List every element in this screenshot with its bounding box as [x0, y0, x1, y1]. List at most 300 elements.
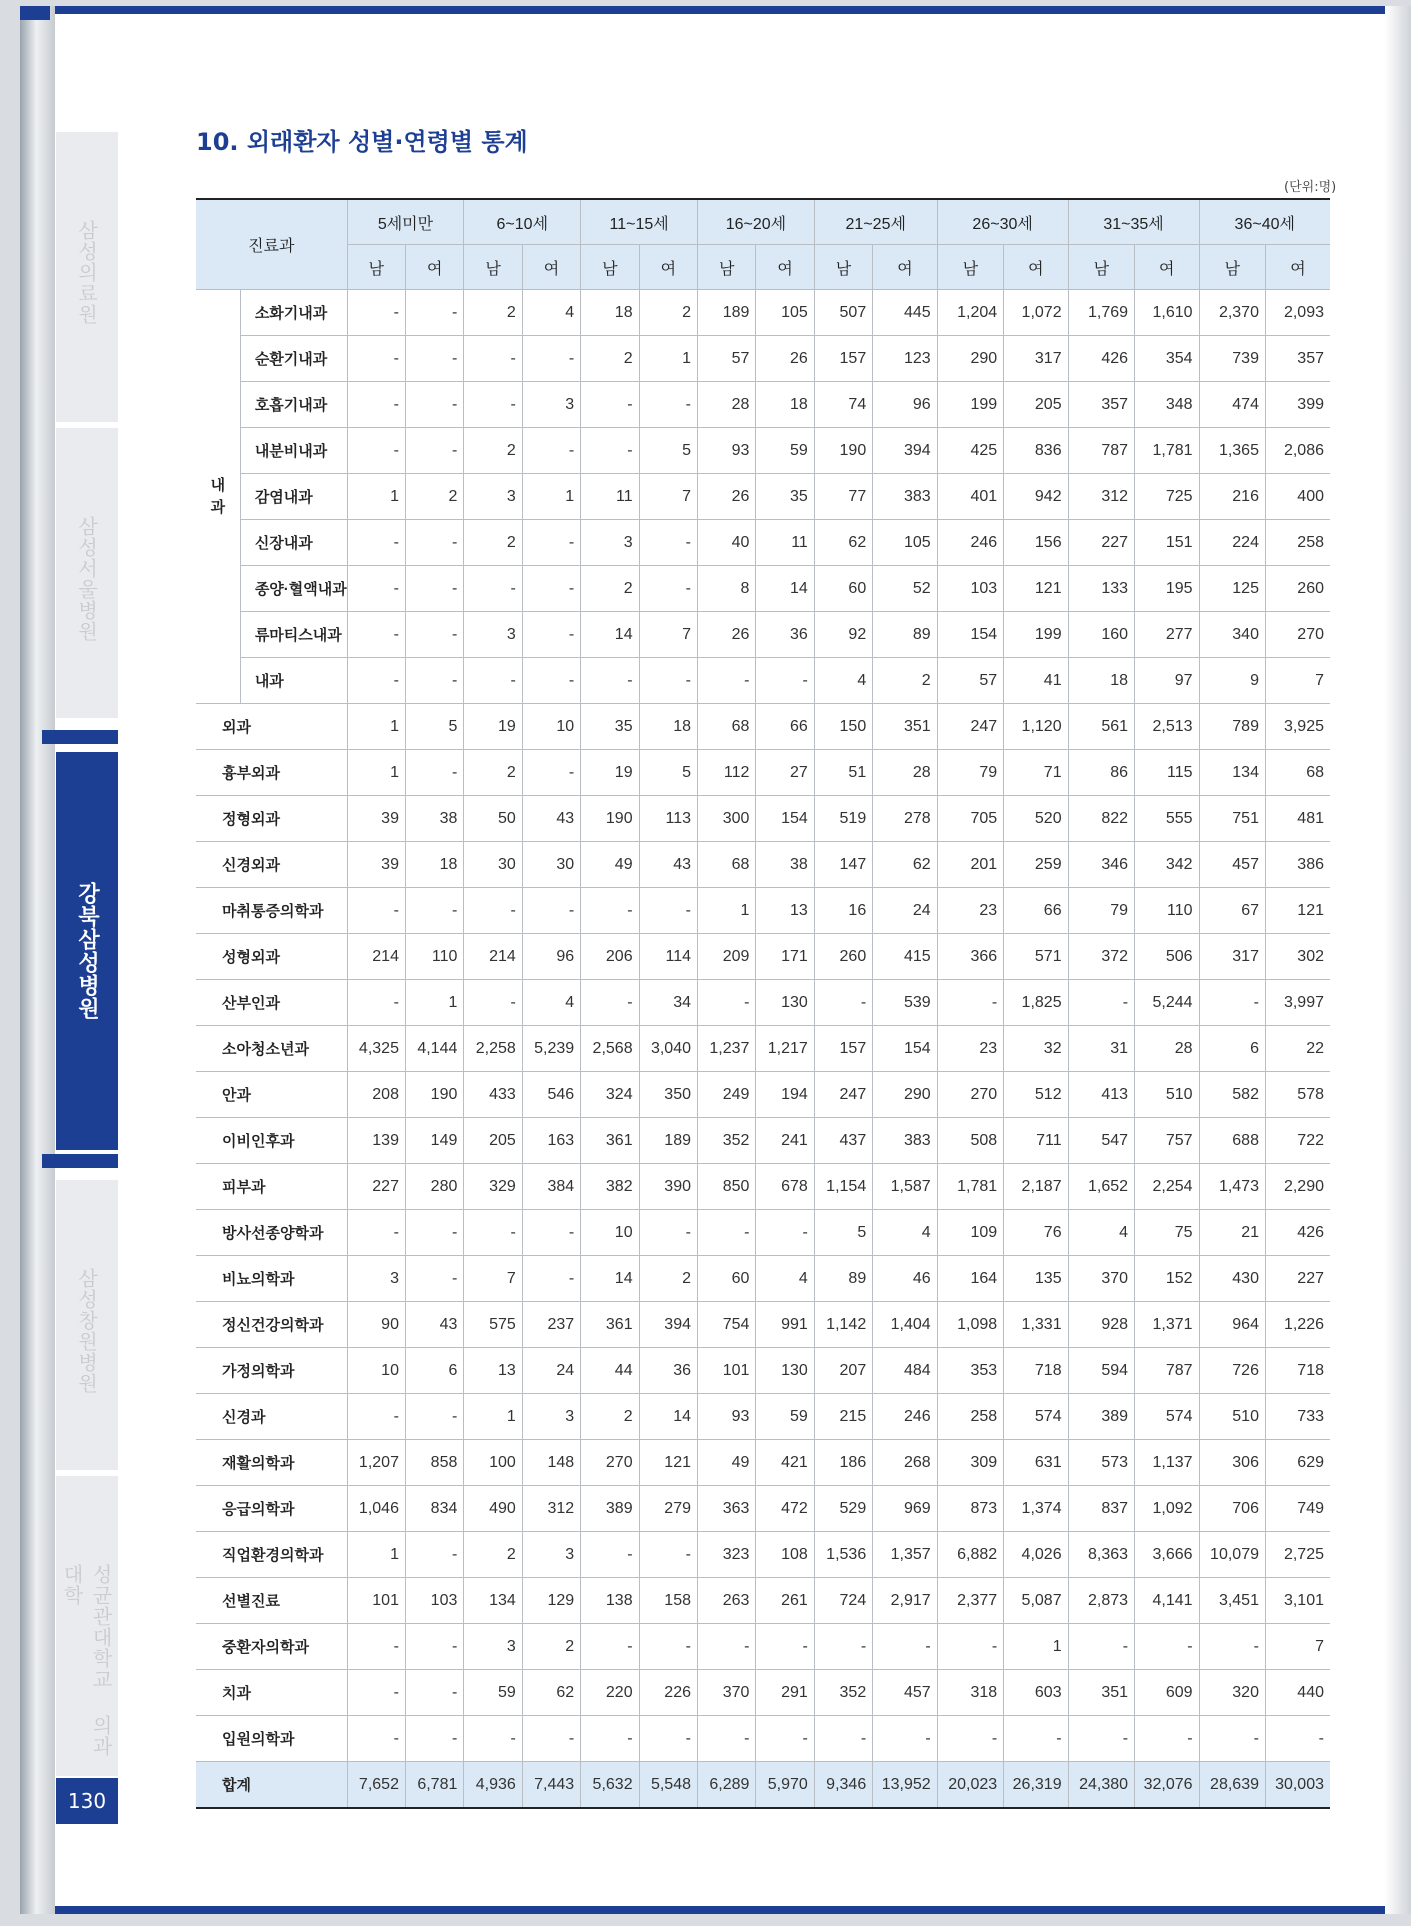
cell-value: - — [639, 658, 697, 704]
cell-value: 190 — [581, 796, 639, 842]
sidebar-tab-skku-medicine[interactable] — [56, 1476, 118, 1776]
cell-value: - — [756, 658, 814, 704]
cell-value: 2 — [464, 520, 522, 566]
cell-value: 26 — [698, 474, 756, 520]
cell-value: 68 — [698, 842, 756, 888]
cell-value: 555 — [1135, 796, 1199, 842]
cell-value: 13 — [464, 1348, 522, 1394]
header-department: 진료과 — [196, 199, 347, 290]
cell-value: 22 — [1265, 1026, 1330, 1072]
cell-value: - — [522, 336, 580, 382]
header-male: 남 — [1199, 245, 1265, 290]
cell-value: 43 — [522, 796, 580, 842]
cell-value: 3,997 — [1265, 980, 1330, 1026]
sidebar-tab-samsung-seoul[interactable] — [56, 428, 118, 718]
cell-value: 5 — [639, 750, 697, 796]
cell-value: 754 — [698, 1302, 756, 1348]
sidebar-divider — [42, 1154, 118, 1168]
cell-value: 27 — [756, 750, 814, 796]
cell-value: 3 — [522, 1532, 580, 1578]
cell-value: 3 — [464, 612, 522, 658]
cell-value: 6 — [405, 1348, 463, 1394]
row-label: 가정의학과 — [196, 1348, 347, 1394]
header-female: 여 — [1004, 245, 1068, 290]
cell-value: 850 — [698, 1164, 756, 1210]
cell-value: 105 — [756, 290, 814, 336]
cell-value: - — [405, 1394, 463, 1440]
cell-value: 134 — [1199, 750, 1265, 796]
cell-value: - — [347, 1624, 405, 1670]
cell-value: 19 — [581, 750, 639, 796]
cell-value: 108 — [756, 1532, 814, 1578]
cell-value: 121 — [1265, 888, 1330, 934]
cell-value: 201 — [937, 842, 1003, 888]
cell-value: 1 — [405, 980, 463, 1026]
cell-value: 512 — [1004, 1072, 1068, 1118]
header-age-group: 6~10세 — [464, 199, 581, 245]
cell-value: - — [581, 980, 639, 1026]
cell-value: 224 — [1199, 520, 1265, 566]
cell-value: 151 — [1135, 520, 1199, 566]
cell-value: 1,207 — [347, 1440, 405, 1486]
cell-value: 2 — [581, 1394, 639, 1440]
row-label: 입원의학과 — [196, 1716, 347, 1762]
cell-value: 1,046 — [347, 1486, 405, 1532]
header-age-group: 16~20세 — [698, 199, 815, 245]
cell-value: 260 — [1265, 566, 1330, 612]
cell-value: 268 — [873, 1440, 937, 1486]
cell-value: - — [464, 382, 522, 428]
cell-value: - — [405, 382, 463, 428]
cell-value: - — [522, 658, 580, 704]
cell-value: 10,079 — [1199, 1532, 1265, 1578]
row-label: 치과 — [196, 1670, 347, 1716]
cell-value: 96 — [522, 934, 580, 980]
cell-value: - — [639, 566, 697, 612]
table-row — [196, 1716, 1330, 1762]
total-value: 26,319 — [1004, 1762, 1068, 1809]
cell-value: - — [522, 428, 580, 474]
cell-value: 383 — [873, 1118, 937, 1164]
cell-value: 3 — [464, 474, 522, 520]
cell-value: 348 — [1135, 382, 1199, 428]
sidebar-tab-label: 성균관대학교 의과대학 — [60, 1564, 113, 1757]
cell-value: 290 — [873, 1072, 937, 1118]
cell-value: - — [639, 1716, 697, 1762]
cell-value: 60 — [698, 1256, 756, 1302]
cell-value: 14 — [581, 612, 639, 658]
cell-value: 1,137 — [1135, 1440, 1199, 1486]
table-row — [196, 704, 1330, 750]
cell-value: - — [464, 1210, 522, 1256]
cell-value: 10 — [522, 704, 580, 750]
cell-value: 3,451 — [1199, 1578, 1265, 1624]
cell-value: 43 — [405, 1302, 463, 1348]
cell-value: 14 — [581, 1256, 639, 1302]
cell-value: - — [464, 980, 522, 1026]
cell-value: 7 — [639, 474, 697, 520]
cell-value: 718 — [1004, 1348, 1068, 1394]
cell-value: - — [405, 566, 463, 612]
cell-value: 520 — [1004, 796, 1068, 842]
cell-value: 3,925 — [1265, 704, 1330, 750]
cell-value: 2,258 — [464, 1026, 522, 1072]
row-label: 방사선종양학과 — [196, 1210, 347, 1256]
cell-value: - — [639, 1624, 697, 1670]
cell-value: 28 — [1135, 1026, 1199, 1072]
cell-value: 346 — [1068, 842, 1134, 888]
cell-value: 148 — [522, 1440, 580, 1486]
cell-value: 241 — [756, 1118, 814, 1164]
cell-value: 749 — [1265, 1486, 1330, 1532]
cell-value: - — [522, 888, 580, 934]
cell-value: 1 — [347, 704, 405, 750]
cell-value: 787 — [1135, 1348, 1199, 1394]
header-female: 여 — [522, 245, 580, 290]
cell-value: 3 — [347, 1256, 405, 1302]
cell-value: 357 — [1265, 336, 1330, 382]
cell-value: 389 — [1068, 1394, 1134, 1440]
cell-value: 18 — [405, 842, 463, 888]
cell-value: 35 — [756, 474, 814, 520]
cell-value: 23 — [937, 888, 1003, 934]
cell-value: 1 — [698, 888, 756, 934]
cell-value: - — [405, 336, 463, 382]
cell-value: 66 — [1004, 888, 1068, 934]
cell-value: 561 — [1068, 704, 1134, 750]
cell-value: 433 — [464, 1072, 522, 1118]
cell-value: 394 — [873, 428, 937, 474]
cell-value: 457 — [1199, 842, 1265, 888]
table-row — [196, 1164, 1330, 1210]
cell-value: - — [347, 612, 405, 658]
row-label: 중환자의학과 — [196, 1624, 347, 1670]
cell-value: 7 — [464, 1256, 522, 1302]
cell-value: - — [464, 1716, 522, 1762]
sidebar-tab-label: 삼성서울병원 — [74, 516, 99, 642]
cell-value: 2,377 — [937, 1578, 1003, 1624]
row-label: 신경외과 — [196, 842, 347, 888]
cell-value: 718 — [1265, 1348, 1330, 1394]
cell-value: 227 — [1068, 520, 1134, 566]
cell-value: 384 — [522, 1164, 580, 1210]
cell-value: 415 — [873, 934, 937, 980]
cell-value: 97 — [1135, 658, 1199, 704]
cell-value: 227 — [1265, 1256, 1330, 1302]
cell-value: 59 — [464, 1670, 522, 1716]
cell-value: 306 — [1199, 1440, 1265, 1486]
total-value: 7,652 — [347, 1762, 405, 1809]
cell-value: 490 — [464, 1486, 522, 1532]
cell-value: 370 — [1068, 1256, 1134, 1302]
cell-value: 28 — [873, 750, 937, 796]
cell-value: 394 — [639, 1302, 697, 1348]
total-value: 13,952 — [873, 1762, 937, 1809]
table-row — [196, 1670, 1330, 1716]
cell-value: - — [464, 888, 522, 934]
cell-value: 1,781 — [1135, 428, 1199, 474]
cell-value: 130 — [756, 1348, 814, 1394]
cell-value: 115 — [1135, 750, 1199, 796]
cell-value: - — [873, 1716, 937, 1762]
cell-value: 722 — [1265, 1118, 1330, 1164]
table-row — [196, 934, 1330, 980]
cell-value: 205 — [1004, 382, 1068, 428]
cell-value: 300 — [698, 796, 756, 842]
cell-value: 36 — [756, 612, 814, 658]
cell-value: 171 — [756, 934, 814, 980]
table-row — [196, 1210, 1330, 1256]
cell-value: 2 — [581, 566, 639, 612]
cell-value: 2 — [405, 474, 463, 520]
cell-value: 26 — [698, 612, 756, 658]
cell-value: 317 — [1004, 336, 1068, 382]
cell-value: 2,917 — [873, 1578, 937, 1624]
cell-value: 46 — [873, 1256, 937, 1302]
cell-value: 822 — [1068, 796, 1134, 842]
cell-value: - — [347, 290, 405, 336]
cell-value: 71 — [1004, 750, 1068, 796]
cell-value: 100 — [464, 1440, 522, 1486]
cell-value: 1 — [347, 750, 405, 796]
row-label: 성형외과 — [196, 934, 347, 980]
cell-value: 3 — [522, 382, 580, 428]
cell-value: 2,187 — [1004, 1164, 1068, 1210]
sidebar-tab-kangbuk-samsung[interactable] — [56, 752, 118, 1150]
cell-value: 757 — [1135, 1118, 1199, 1164]
cell-value: 30 — [522, 842, 580, 888]
cell-value: 725 — [1135, 474, 1199, 520]
row-label: 선별진료 — [196, 1578, 347, 1624]
cell-value: - — [639, 1210, 697, 1256]
cell-value: 789 — [1199, 704, 1265, 750]
cell-value: - — [698, 1716, 756, 1762]
cell-value: 208 — [347, 1072, 405, 1118]
cell-value: 189 — [639, 1118, 697, 1164]
cell-value: 510 — [1135, 1072, 1199, 1118]
cell-value: 138 — [581, 1578, 639, 1624]
cell-value: 110 — [1135, 888, 1199, 934]
cell-value: 546 — [522, 1072, 580, 1118]
cell-value: 323 — [698, 1532, 756, 1578]
total-value: 5,970 — [756, 1762, 814, 1809]
cell-value: 57 — [698, 336, 756, 382]
cell-value: 220 — [581, 1670, 639, 1716]
cell-value: 190 — [814, 428, 872, 474]
row-label: 이비인후과 — [196, 1118, 347, 1164]
cell-value: - — [581, 658, 639, 704]
cell-value: 270 — [937, 1072, 1003, 1118]
cell-value: - — [639, 1532, 697, 1578]
cell-value: 474 — [1199, 382, 1265, 428]
cell-value: 158 — [639, 1578, 697, 1624]
cell-value: 4,141 — [1135, 1578, 1199, 1624]
total-value: 6,781 — [405, 1762, 463, 1809]
cell-value: 227 — [347, 1164, 405, 1210]
cell-value: 190 — [405, 1072, 463, 1118]
header-female: 여 — [756, 245, 814, 290]
header-row-sex — [196, 245, 1330, 290]
cell-value: 246 — [937, 520, 1003, 566]
cell-value: 5,244 — [1135, 980, 1199, 1026]
table-row — [196, 1348, 1330, 1394]
cell-value: 19 — [464, 704, 522, 750]
cell-value: 329 — [464, 1164, 522, 1210]
cell-value: 76 — [1004, 1210, 1068, 1256]
cell-value: 215 — [814, 1394, 872, 1440]
cell-value: 21 — [1199, 1210, 1265, 1256]
table-row — [196, 1072, 1330, 1118]
cell-value: 5,239 — [522, 1026, 580, 1072]
cell-value: 147 — [814, 842, 872, 888]
cell-value: 39 — [347, 842, 405, 888]
cell-value: 1,204 — [937, 290, 1003, 336]
cell-value: 163 — [522, 1118, 580, 1164]
cell-value: 4 — [1068, 1210, 1134, 1256]
cell-value: - — [1199, 980, 1265, 1026]
cell-value: 109 — [937, 1210, 1003, 1256]
cell-value: 2,513 — [1135, 704, 1199, 750]
cell-value: 39 — [347, 796, 405, 842]
cell-value: 1,217 — [756, 1026, 814, 1072]
cell-value: 1,331 — [1004, 1302, 1068, 1348]
cell-value: 4,026 — [1004, 1532, 1068, 1578]
cell-value: 1 — [1004, 1624, 1068, 1670]
row-label: 정신건강의학과 — [196, 1302, 347, 1348]
cell-value: 247 — [814, 1072, 872, 1118]
cell-value: 445 — [873, 290, 937, 336]
cell-value: 59 — [756, 428, 814, 474]
cell-value: - — [405, 612, 463, 658]
cell-value: - — [405, 1716, 463, 1762]
spine-top-edge — [20, 6, 50, 20]
cell-value: 529 — [814, 1486, 872, 1532]
cell-value: 152 — [1135, 1256, 1199, 1302]
cell-value: 31 — [1068, 1026, 1134, 1072]
cell-value: 24 — [873, 888, 937, 934]
cell-value: 270 — [581, 1440, 639, 1486]
cell-value: 18 — [1068, 658, 1134, 704]
cell-value: 401 — [937, 474, 1003, 520]
table-row — [196, 1578, 1330, 1624]
cell-value: - — [347, 1716, 405, 1762]
cell-value: 57 — [937, 658, 1003, 704]
cell-value: 2,568 — [581, 1026, 639, 1072]
cell-value: - — [522, 520, 580, 566]
table-row — [196, 1440, 1330, 1486]
cell-value: 14 — [639, 1394, 697, 1440]
cell-value: 2 — [464, 428, 522, 474]
cell-value: 389 — [581, 1486, 639, 1532]
cell-value: - — [405, 290, 463, 336]
cell-value: 582 — [1199, 1072, 1265, 1118]
cell-value: 510 — [1199, 1394, 1265, 1440]
cell-value: 7 — [639, 612, 697, 658]
cell-value: 263 — [698, 1578, 756, 1624]
header-female: 여 — [639, 245, 697, 290]
cell-value: - — [522, 612, 580, 658]
cell-value: 23 — [937, 1026, 1003, 1072]
cell-value: 361 — [581, 1118, 639, 1164]
cell-value: 261 — [756, 1578, 814, 1624]
cell-value: 1,404 — [873, 1302, 937, 1348]
cell-value: 157 — [814, 336, 872, 382]
row-label: 외과 — [196, 704, 347, 750]
row-label: 호흡기내과 — [240, 382, 347, 428]
cell-value: - — [347, 1670, 405, 1716]
cell-value: 352 — [814, 1670, 872, 1716]
cell-value: 1,473 — [1199, 1164, 1265, 1210]
cell-value: 121 — [639, 1440, 697, 1486]
row-label: 비뇨의학과 — [196, 1256, 347, 1302]
total-value: 30,003 — [1265, 1762, 1330, 1809]
total-value: 32,076 — [1135, 1762, 1199, 1809]
cell-value: 340 — [1199, 612, 1265, 658]
sidebar-tab-samsung-changwon[interactable] — [56, 1180, 118, 1470]
cell-value: - — [522, 1210, 580, 1256]
cell-value: 1,357 — [873, 1532, 937, 1578]
cell-value: 93 — [698, 428, 756, 474]
cell-value: 214 — [464, 934, 522, 980]
cell-value: - — [1004, 1716, 1068, 1762]
book-spine — [20, 6, 56, 1914]
cell-value: 873 — [937, 1486, 1003, 1532]
total-value: 24,380 — [1068, 1762, 1134, 1809]
total-value: 28,639 — [1199, 1762, 1265, 1809]
cell-value: 363 — [698, 1486, 756, 1532]
row-label: 신장내과 — [240, 520, 347, 566]
cell-value: 43 — [639, 842, 697, 888]
header-age-group: 21~25세 — [814, 199, 937, 245]
header-male: 남 — [464, 245, 522, 290]
row-label: 산부인과 — [196, 980, 347, 1026]
cell-value: 101 — [347, 1578, 405, 1624]
cell-value: 18 — [756, 382, 814, 428]
cell-value: 5 — [639, 428, 697, 474]
cell-value: 390 — [639, 1164, 697, 1210]
page-right-shadow — [1385, 6, 1411, 1914]
header-age-group: 36~40세 — [1199, 199, 1330, 245]
cell-value: 133 — [1068, 566, 1134, 612]
cell-value: 280 — [405, 1164, 463, 1210]
header-male: 남 — [581, 245, 639, 290]
cell-value: 2 — [639, 1256, 697, 1302]
cell-value: 318 — [937, 1670, 1003, 1716]
cell-value: 154 — [937, 612, 1003, 658]
cell-value: 86 — [1068, 750, 1134, 796]
sidebar-divider — [42, 730, 118, 744]
cell-value: - — [405, 520, 463, 566]
cell-value: 4 — [522, 290, 580, 336]
cell-value: 50 — [464, 796, 522, 842]
table-row — [196, 888, 1330, 934]
cell-value: 350 — [639, 1072, 697, 1118]
cell-value: - — [1265, 1716, 1330, 1762]
cell-value: 324 — [581, 1072, 639, 1118]
cell-value: 60 — [814, 566, 872, 612]
cell-value: 96 — [873, 382, 937, 428]
table-row — [196, 750, 1330, 796]
table-row — [196, 1624, 1330, 1670]
sidebar-tab-label: 삼성창원병원 — [74, 1268, 99, 1394]
cell-value: 320 — [1199, 1670, 1265, 1716]
cell-value: 4 — [756, 1256, 814, 1302]
cell-value: 357 — [1068, 382, 1134, 428]
header-female: 여 — [1135, 245, 1199, 290]
sidebar-tab-samsung-medical[interactable] — [56, 132, 118, 422]
cell-value: - — [581, 428, 639, 474]
cell-value: 631 — [1004, 1440, 1068, 1486]
